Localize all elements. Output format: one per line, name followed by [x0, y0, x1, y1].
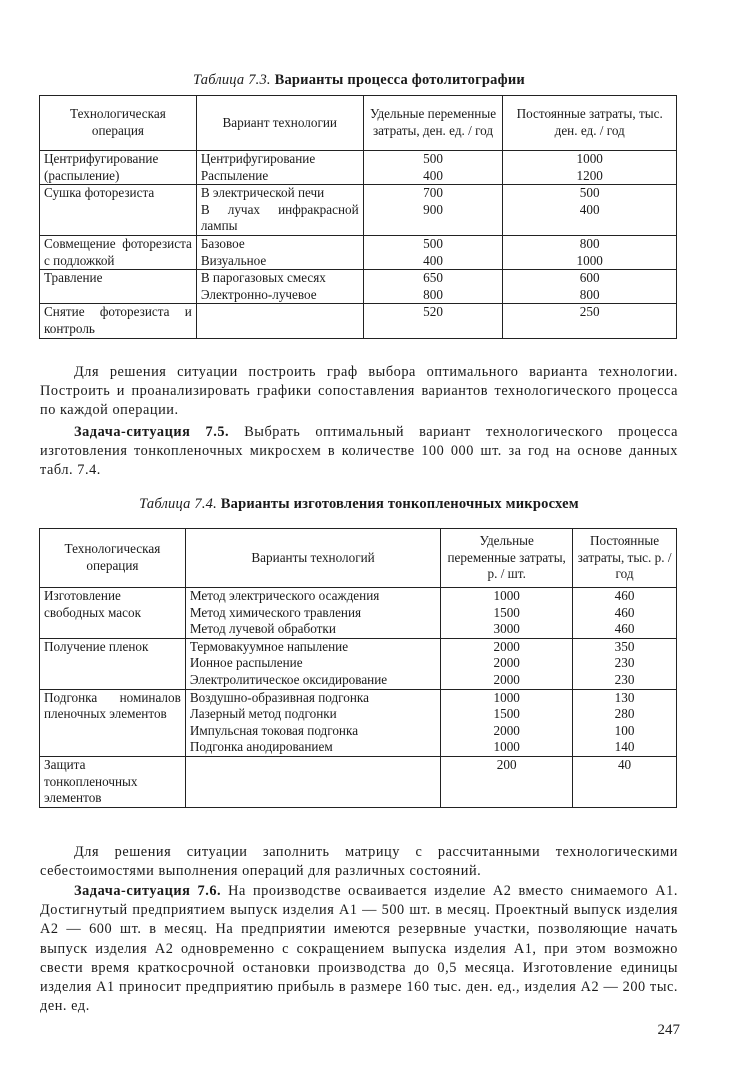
header-cell: Постоянные затраты, тыс. р. / год	[573, 529, 677, 588]
variant-cell: Ионное распыление	[185, 655, 440, 672]
variant-cell: Базовое	[196, 235, 363, 252]
fixed-cost-cell: 40	[573, 756, 677, 807]
variant-cell: В электрической печи	[196, 185, 363, 202]
table-row	[40, 235, 677, 252]
variable-cost-cell: 400	[363, 253, 503, 270]
table-row	[40, 304, 677, 338]
fixed-cost-cell: 130	[573, 689, 677, 706]
variable-cost-cell: 500	[363, 151, 503, 168]
variable-cost-cell: 500	[363, 235, 503, 252]
fixed-cost-cell: 500	[503, 185, 677, 202]
task-label: Задача-ситуация 7.5.	[74, 424, 230, 440]
fixed-cost-cell: 460	[573, 621, 677, 638]
variant-cell	[185, 756, 440, 807]
variable-cost-cell: 1000	[441, 588, 573, 605]
operation-cell: Травление	[40, 270, 197, 304]
variant-cell: Подгонка анодированием	[185, 739, 440, 756]
table-row	[40, 638, 677, 655]
header-cell: Технологическая операция	[40, 96, 197, 151]
fixed-cost-cell: 400	[503, 202, 677, 236]
variable-cost-cell: 700	[363, 185, 503, 202]
fixed-cost-cell: 1000	[503, 253, 677, 270]
variable-cost-cell: 1000	[441, 739, 573, 756]
variable-cost-cell: 2000	[441, 638, 573, 655]
header-cell: Постоянные затраты, тыс. ден. ед. / год	[503, 96, 677, 151]
table-row	[40, 270, 677, 287]
table-7-4-body	[40, 588, 677, 808]
variant-cell: Термовакуумное напыление	[185, 638, 440, 655]
variant-cell: Метод химического травления	[185, 605, 440, 622]
variable-cost-cell: 2000	[441, 672, 573, 689]
operation-cell: Защита тонкопленочных элементов	[40, 756, 186, 807]
task-text: Выбрать оптимальный вариант технологического процесса изготовления тонкопленочных микросхем в количестве 100 000 шт. за год на основе данных табл. 7.4.	[40, 424, 679, 479]
fixed-cost-cell: 460	[573, 588, 677, 605]
variant-cell: Импульсная токовая подгонка	[185, 723, 440, 740]
variant-cell: Электронно-лучевое	[196, 287, 363, 304]
variable-cost-cell: 800	[363, 287, 503, 304]
operation-cell: Подгонка номиналов пленочных элементов	[40, 689, 186, 756]
fixed-cost-cell: 230	[573, 672, 677, 689]
fixed-cost-cell: 800	[503, 287, 677, 304]
table-row	[40, 185, 677, 202]
task-7-6	[40, 882, 678, 1016]
paragraph-matrix-task: Для решения ситуации заполнить матрицу с рассчитанными технологическими себестоимостями выполнения операций для различных состояний.	[40, 844, 678, 880]
caption-title: Варианты изготовления тонкопленочных микросхем	[220, 496, 579, 512]
operation-cell: Получение пленок	[40, 638, 186, 689]
variant-cell: Метод лучевой обработки	[185, 621, 440, 638]
fixed-cost-cell: 1000	[503, 151, 677, 168]
variant-cell	[196, 304, 363, 338]
variant-cell: Электролитическое оксидирование	[185, 672, 440, 689]
variable-cost-cell: 520	[363, 304, 503, 338]
variable-cost-cell: 1500	[441, 706, 573, 723]
header-cell: Вариант технологии	[196, 96, 363, 151]
variant-cell: В парогазовых смесях	[196, 270, 363, 287]
table-7-3	[39, 95, 677, 339]
fixed-cost-cell: 100	[573, 723, 677, 740]
variable-cost-cell: 2000	[441, 655, 573, 672]
variable-cost-cell: 650	[363, 270, 503, 287]
header-cell: Варианты технологий	[185, 529, 440, 588]
fixed-cost-cell: 350	[573, 638, 677, 655]
fixed-cost-cell: 1200	[503, 168, 677, 185]
variable-cost-cell: 400	[363, 168, 503, 185]
table-row	[40, 689, 677, 706]
fixed-cost-cell: 800	[503, 235, 677, 252]
variable-cost-cell: 3000	[441, 621, 573, 638]
variable-cost-cell: 200	[441, 756, 573, 807]
table-7-4-caption	[40, 496, 678, 513]
operation-cell: Изготовление свободных масок	[40, 588, 186, 639]
caption-label: Таблица 7.3.	[193, 72, 271, 88]
table-row	[40, 756, 677, 807]
variant-cell: Распыление	[196, 168, 363, 185]
variable-cost-cell: 900	[363, 202, 503, 236]
table-7-3-body	[40, 151, 677, 339]
operation-cell: Снятие фоторезиста и контроль	[40, 304, 197, 338]
header-cell: Технологическая операция	[40, 529, 186, 588]
variant-cell: Метод электрического осаждения	[185, 588, 440, 605]
caption-title: Варианты процесса фотолитографии	[274, 72, 525, 88]
fixed-cost-cell: 280	[573, 706, 677, 723]
fixed-cost-cell: 460	[573, 605, 677, 622]
variable-cost-cell: 1500	[441, 605, 573, 622]
table-row	[40, 151, 677, 168]
table-7-4	[39, 528, 677, 808]
header-cell: Удельные переменные затраты, р. / шт.	[441, 529, 573, 588]
fixed-cost-cell: 140	[573, 739, 677, 756]
fixed-cost-cell: 600	[503, 270, 677, 287]
operation-cell: Совмещение фоторезиста с подложкой	[40, 235, 197, 269]
header-cell: Удельные переменные затраты, ден. ед. / год	[363, 96, 503, 151]
variant-cell: Центрифугирование	[196, 151, 363, 168]
fixed-cost-cell: 230	[573, 655, 677, 672]
variable-cost-cell: 1000	[441, 689, 573, 706]
task-7-5	[40, 423, 678, 481]
operation-cell: Сушка фоторезиста	[40, 185, 197, 236]
table-row	[40, 588, 677, 605]
variable-cost-cell: 2000	[441, 723, 573, 740]
fixed-cost-cell: 250	[503, 304, 677, 338]
page-number: 247	[657, 1022, 680, 1038]
variant-cell: В лучах инфракрасной лампы	[196, 202, 363, 236]
operation-cell: Центрифугирование (распыление)	[40, 151, 197, 185]
task-text: На производстве осваивается изделие А2 вместо снимаемого А1. Достигнутый предприятием выпуск изделия А1 — 500 шт. в месяц. Проектный выпуск изделия А2 — 600 шт. в месяц. На предприятии имеются резервные участки, позволяющие начать выпуск изделия А2 одновременно с сокращением выпуска изделия А1, при этом возможно свести время краткосрочной остановки производства до 0,5 месяца. Изготовление единицы изделия А1 приносит предприятию прибыль в размере 160 тыс. ден. ед., изделия А2 — 200 тыс. ден. ед.	[40, 883, 678, 1015]
table-7-3-caption	[40, 72, 678, 89]
variant-cell: Воздушно-образивная подгонка	[185, 689, 440, 706]
paragraph-graph-task: Для решения ситуации построить граф выбора оптимального варианта технологии. Построить и проанализировать графики сопоставления вариантов технологического процесса по каждой операции.	[40, 364, 678, 419]
variant-cell: Лазерный метод подгонки	[185, 706, 440, 723]
task-label: Задача-ситуация 7.6.	[74, 883, 222, 899]
caption-label: Таблица 7.4.	[139, 496, 217, 512]
variant-cell: Визуальное	[196, 253, 363, 270]
